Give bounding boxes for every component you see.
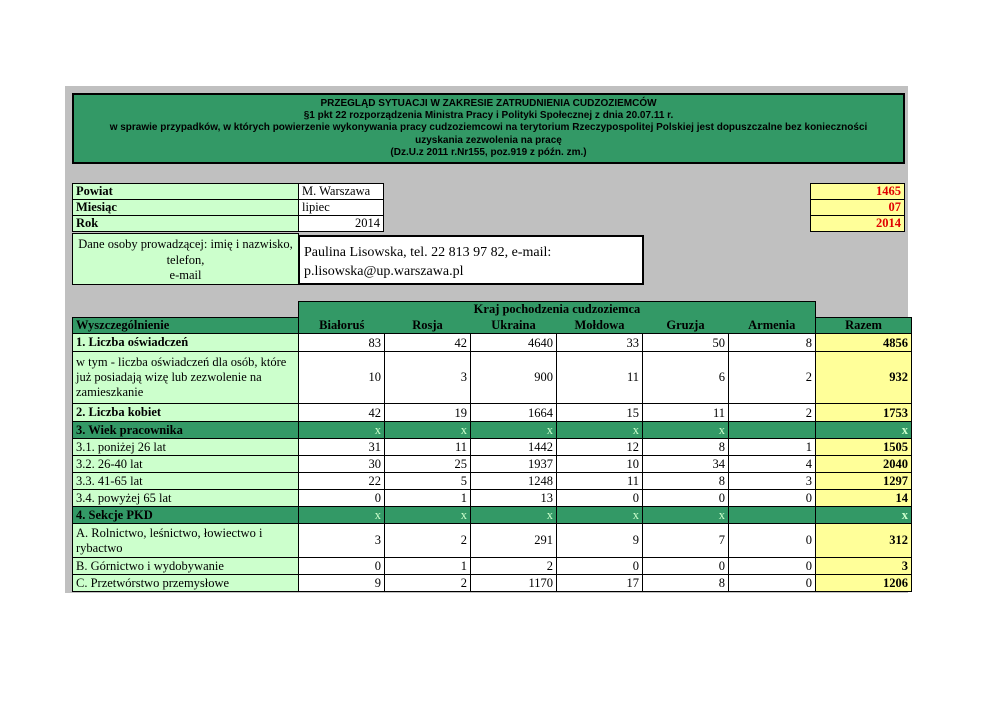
total-cell: 1297	[816, 473, 912, 490]
row-label: A. Rolnictwo, leśnictwo, łowiectwo i rybactwo	[73, 524, 299, 558]
empty-corner-right	[816, 302, 912, 318]
column-header-row	[73, 318, 912, 334]
value-cell[interactable]: 0	[729, 490, 816, 507]
value-cell[interactable]: 5	[385, 473, 471, 490]
total-cell: 1206	[816, 575, 912, 592]
value-cell[interactable]: x	[557, 422, 643, 439]
value-cell[interactable]: 2	[385, 575, 471, 592]
value-cell[interactable]: 1937	[471, 456, 557, 473]
col-header-country: Ukraina	[471, 318, 557, 334]
table-row	[73, 422, 912, 439]
miesiac-value-cell[interactable]: lipiec	[298, 199, 384, 216]
title-line-5: (Dz.U.z 2011 r.Nr155, poz.919 z późn. zm.)	[390, 146, 587, 158]
value-cell[interactable]: 42	[299, 404, 385, 422]
value-cell[interactable]: 22	[299, 473, 385, 490]
value-cell[interactable]: 0	[557, 490, 643, 507]
row-label: 3.4. powyżej 65 lat	[73, 490, 299, 507]
value-cell[interactable]: x	[471, 507, 557, 524]
contact-label-line-2: telefon,	[166, 252, 205, 267]
col-header-total: Razem	[816, 318, 912, 334]
value-cell[interactable]: x	[471, 422, 557, 439]
table-row	[73, 507, 912, 524]
value-cell[interactable]: 30	[299, 456, 385, 473]
total-cell: 14	[816, 490, 912, 507]
value-cell[interactable]: 17	[557, 575, 643, 592]
value-cell[interactable]: 11	[643, 404, 729, 422]
empty-corner	[73, 302, 299, 318]
value-cell[interactable]: 8	[643, 439, 729, 456]
title-line-1: PRZEGLĄD SYTUACJI W ZAKRESIE ZATRUDNIENIA CUDZOZIEMCÓW	[320, 98, 657, 109]
country-group-header: Kraj pochodzenia cudzoziemca	[299, 302, 816, 318]
total-cell: 312	[816, 524, 912, 558]
value-cell[interactable]: x	[299, 507, 385, 524]
total-cell: 1753	[816, 404, 912, 422]
value-cell[interactable]: 31	[299, 439, 385, 456]
title-line-3: w sprawie przypadków, w których powierzenie wykonywania pracy cudzoziemcowi na terytorium Rzeczypospolitej Polskiej jest dopuszczalne bez konieczności	[109, 122, 868, 134]
contact-label-line-3: e-mail	[169, 268, 202, 282]
value-cell[interactable]: x	[643, 507, 729, 524]
row-label: B. Górnictwo i wydobywanie	[73, 558, 299, 575]
total-cell: 3	[816, 558, 912, 575]
code-rok-cell: 2014	[810, 215, 905, 232]
table-row	[73, 558, 912, 575]
value-cell[interactable]: 0	[643, 490, 729, 507]
value-cell[interactable]: 0	[299, 558, 385, 575]
value-cell[interactable]: 9	[299, 575, 385, 592]
value-cell[interactable]: 33	[557, 334, 643, 352]
contact-value-line-2: p.lisowska@up.warszawa.pl	[304, 264, 464, 279]
miesiac-label: Miesiąc	[72, 199, 299, 216]
table-row	[73, 439, 912, 456]
value-cell[interactable]: 11	[385, 439, 471, 456]
rok-value-cell[interactable]: 2014	[298, 215, 384, 232]
total-cell: x	[816, 422, 912, 439]
value-cell[interactable]: 3	[729, 473, 816, 490]
value-cell[interactable]: 1664	[471, 404, 557, 422]
row-label: 2. Liczba kobiet	[73, 404, 299, 422]
value-cell[interactable]: 0	[643, 558, 729, 575]
col-header-country: Mołdowa	[557, 318, 643, 334]
value-cell[interactable]: 8	[643, 473, 729, 490]
total-cell: 932	[816, 352, 912, 404]
row-label: 3.1. poniżej 26 lat	[73, 439, 299, 456]
value-cell[interactable]: 1170	[471, 575, 557, 592]
value-cell[interactable]: 19	[385, 404, 471, 422]
value-cell[interactable]: 0	[729, 575, 816, 592]
value-cell[interactable]: 2	[729, 352, 816, 404]
row-label: 4. Sekcje PKD	[73, 507, 299, 524]
value-cell[interactable]: 25	[385, 456, 471, 473]
value-cell[interactable]: 10	[299, 352, 385, 404]
value-cell[interactable]: x	[557, 507, 643, 524]
title-line-2: §1 pkt 22 rozporządzenia Ministra Pracy i Polityki Społecznej z dnia 20.07.11 r.	[303, 110, 674, 122]
value-cell[interactable]: 2	[385, 524, 471, 558]
contact-label-line-1: Dane osoby prowadzącej: imię i nazwisko,	[78, 237, 293, 251]
table-row	[73, 456, 912, 473]
report-title-banner	[72, 93, 905, 164]
value-cell[interactable]: x	[643, 422, 729, 439]
value-cell[interactable]: 50	[643, 334, 729, 352]
row-label: 3.3. 41-65 lat	[73, 473, 299, 490]
value-cell[interactable]: 3	[299, 524, 385, 558]
statistics-table	[72, 301, 912, 592]
table-row	[73, 404, 912, 422]
value-cell[interactable]: 4640	[471, 334, 557, 352]
value-cell[interactable]: 0	[729, 558, 816, 575]
value-cell[interactable]: 83	[299, 334, 385, 352]
title-line-4: uzyskania zezwolenia na pracę	[415, 134, 562, 146]
value-cell[interactable]: x	[299, 422, 385, 439]
value-cell[interactable]: 11	[557, 473, 643, 490]
group-header-row	[73, 302, 912, 318]
value-cell[interactable]: 15	[557, 404, 643, 422]
table-row	[73, 334, 912, 352]
table-row	[73, 524, 912, 558]
value-cell[interactable]: 12	[557, 439, 643, 456]
table-row	[73, 473, 912, 490]
value-cell[interactable]: 8	[729, 334, 816, 352]
col-header-country: Rosja	[385, 318, 471, 334]
value-cell[interactable]: 42	[385, 334, 471, 352]
value-cell[interactable]: 1248	[471, 473, 557, 490]
col-header-wyszczegolnienie: Wyszczególnienie	[73, 318, 299, 334]
contact-label	[72, 233, 299, 285]
value-cell[interactable]: 0	[729, 524, 816, 558]
row-label: 3. Wiek pracownika	[73, 422, 299, 439]
value-cell[interactable]: 7	[643, 524, 729, 558]
contact-value-line-1: Paulina Lisowska, tel. 22 813 97 82, e-mail:	[304, 245, 552, 260]
rok-label: Rok	[72, 215, 299, 232]
code-powiat-cell: 1465	[810, 183, 905, 200]
value-cell[interactable]: 2	[729, 404, 816, 422]
row-label: C. Przetwórstwo przemysłowe	[73, 575, 299, 592]
value-cell[interactable]	[729, 422, 816, 439]
value-cell[interactable]: 13	[471, 490, 557, 507]
value-cell[interactable]: 1	[385, 490, 471, 507]
value-cell[interactable]: 0	[557, 558, 643, 575]
table-row	[73, 352, 912, 404]
table-row	[73, 575, 912, 592]
value-cell[interactable]	[729, 507, 816, 524]
row-label: 3.2. 26-40 lat	[73, 456, 299, 473]
value-cell[interactable]: 34	[643, 456, 729, 473]
value-cell[interactable]: 1	[385, 558, 471, 575]
value-cell[interactable]: x	[385, 422, 471, 439]
contact-value-cell[interactable]	[298, 235, 644, 285]
row-label: w tym - liczba oświadczeń dla osób, które już posiadają wizę lub zezwolenie na zamieszkanie	[73, 352, 299, 404]
value-cell[interactable]: 6	[643, 352, 729, 404]
total-cell: x	[816, 507, 912, 524]
total-cell: 1505	[816, 439, 912, 456]
value-cell[interactable]: 1	[729, 439, 816, 456]
total-cell: 2040	[816, 456, 912, 473]
value-cell[interactable]: 0	[299, 490, 385, 507]
row-label: 1. Liczba oświadczeń	[73, 334, 299, 352]
value-cell[interactable]: 9	[557, 524, 643, 558]
col-header-country: Armenia	[729, 318, 816, 334]
value-cell[interactable]: 4	[729, 456, 816, 473]
value-cell[interactable]: x	[385, 507, 471, 524]
powiat-value-cell[interactable]: M. Warszawa	[298, 183, 384, 200]
total-cell: 4856	[816, 334, 912, 352]
value-cell[interactable]: 1442	[471, 439, 557, 456]
table-row	[73, 490, 912, 507]
value-cell[interactable]: 11	[557, 352, 643, 404]
powiat-label: Powiat	[72, 183, 299, 200]
value-cell[interactable]: 3	[385, 352, 471, 404]
col-header-country: Gruzja	[643, 318, 729, 334]
value-cell[interactable]: 900	[471, 352, 557, 404]
value-cell[interactable]: 10	[557, 456, 643, 473]
col-header-country: Białoruś	[299, 318, 385, 334]
value-cell[interactable]: 291	[471, 524, 557, 558]
value-cell[interactable]: 8	[643, 575, 729, 592]
code-miesiac-cell: 07	[810, 199, 905, 216]
table-body	[73, 334, 912, 592]
value-cell[interactable]: 2	[471, 558, 557, 575]
